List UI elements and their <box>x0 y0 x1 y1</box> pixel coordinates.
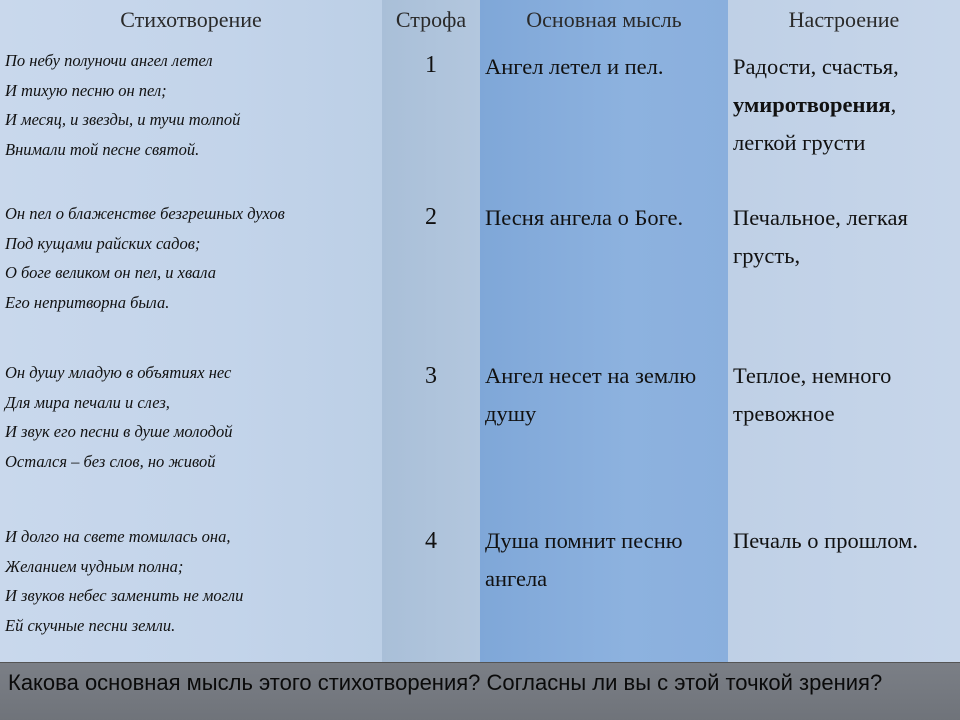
question-banner <box>0 662 960 720</box>
mood-text-part: легкой грусти <box>733 130 866 155</box>
mood-text-part: Радости, счастья, <box>733 54 899 79</box>
stanza-number: 2 <box>425 204 437 230</box>
poem-line: Под кущами райских садов; <box>5 233 201 253</box>
poem-stanza-2 <box>5 199 381 317</box>
poem-line: Его непритворна была. <box>5 292 170 312</box>
mood-text-emphasis: умиротворения <box>733 92 891 117</box>
poem-line: Желанием чудным полна; <box>5 556 184 576</box>
main-idea-text: Песня ангела о Боге. <box>485 205 684 230</box>
poem-line: Внимали той песне святой. <box>5 139 200 159</box>
mood-text: Печаль о прошлом. <box>733 528 918 553</box>
main-idea-text: Душа помнит песню ангела <box>485 528 683 591</box>
poem-stanza-3 <box>5 358 381 476</box>
mood-text-part: , <box>890 92 897 117</box>
stanza-number: 1 <box>425 52 437 78</box>
header-stanza: Строфа <box>395 7 467 32</box>
poem-line: Ей скучные песни земли. <box>5 615 176 635</box>
header-main-idea: Основная мысль <box>526 7 682 32</box>
stanza-column <box>382 0 480 662</box>
poem-line: По небу полуночи ангел летел <box>5 51 213 70</box>
poem-line: И звуков небес заменить не могли <box>5 586 244 605</box>
header-poem: Стихотворение <box>120 7 262 32</box>
poem-line: Он душу младую в объятиях нес <box>5 363 232 382</box>
stanza-number: 3 <box>425 363 437 389</box>
poem-line: Остался – без слов, но живой <box>5 451 216 471</box>
poem-line: О боге великом он пел, и хвала <box>5 263 216 282</box>
mood-text: Теплое, немного тревожное <box>733 363 892 426</box>
poem-line: И звук его песни в душе молодой <box>5 422 233 441</box>
poem-stanza-4 <box>5 522 381 640</box>
stanza-number: 4 <box>425 528 437 554</box>
main-idea-text: Ангел летел и пел. <box>485 54 664 79</box>
main-idea-text: Ангел несет на землю душу <box>485 363 697 426</box>
poem-stanza-1 <box>5 46 381 164</box>
poem-line: И тихую песню он пел; <box>5 80 167 100</box>
poem-line: Он пел о блаженстве безгрешных духов <box>5 204 285 223</box>
poem-line: Для мира печали и слез, <box>5 392 170 412</box>
question-text: Какова основная мысль этого стихотворения? Согласны ли вы с этой точкой зрения? <box>8 670 883 695</box>
header-mood: Настроение <box>788 7 900 32</box>
mood-text: Печальное, легкая грусть, <box>733 205 908 268</box>
poem-line: И долго на свете томилась она, <box>5 527 231 546</box>
poem-line: И месяц, и звезды, и тучи толпой <box>5 110 241 129</box>
mood-text <box>733 48 958 162</box>
